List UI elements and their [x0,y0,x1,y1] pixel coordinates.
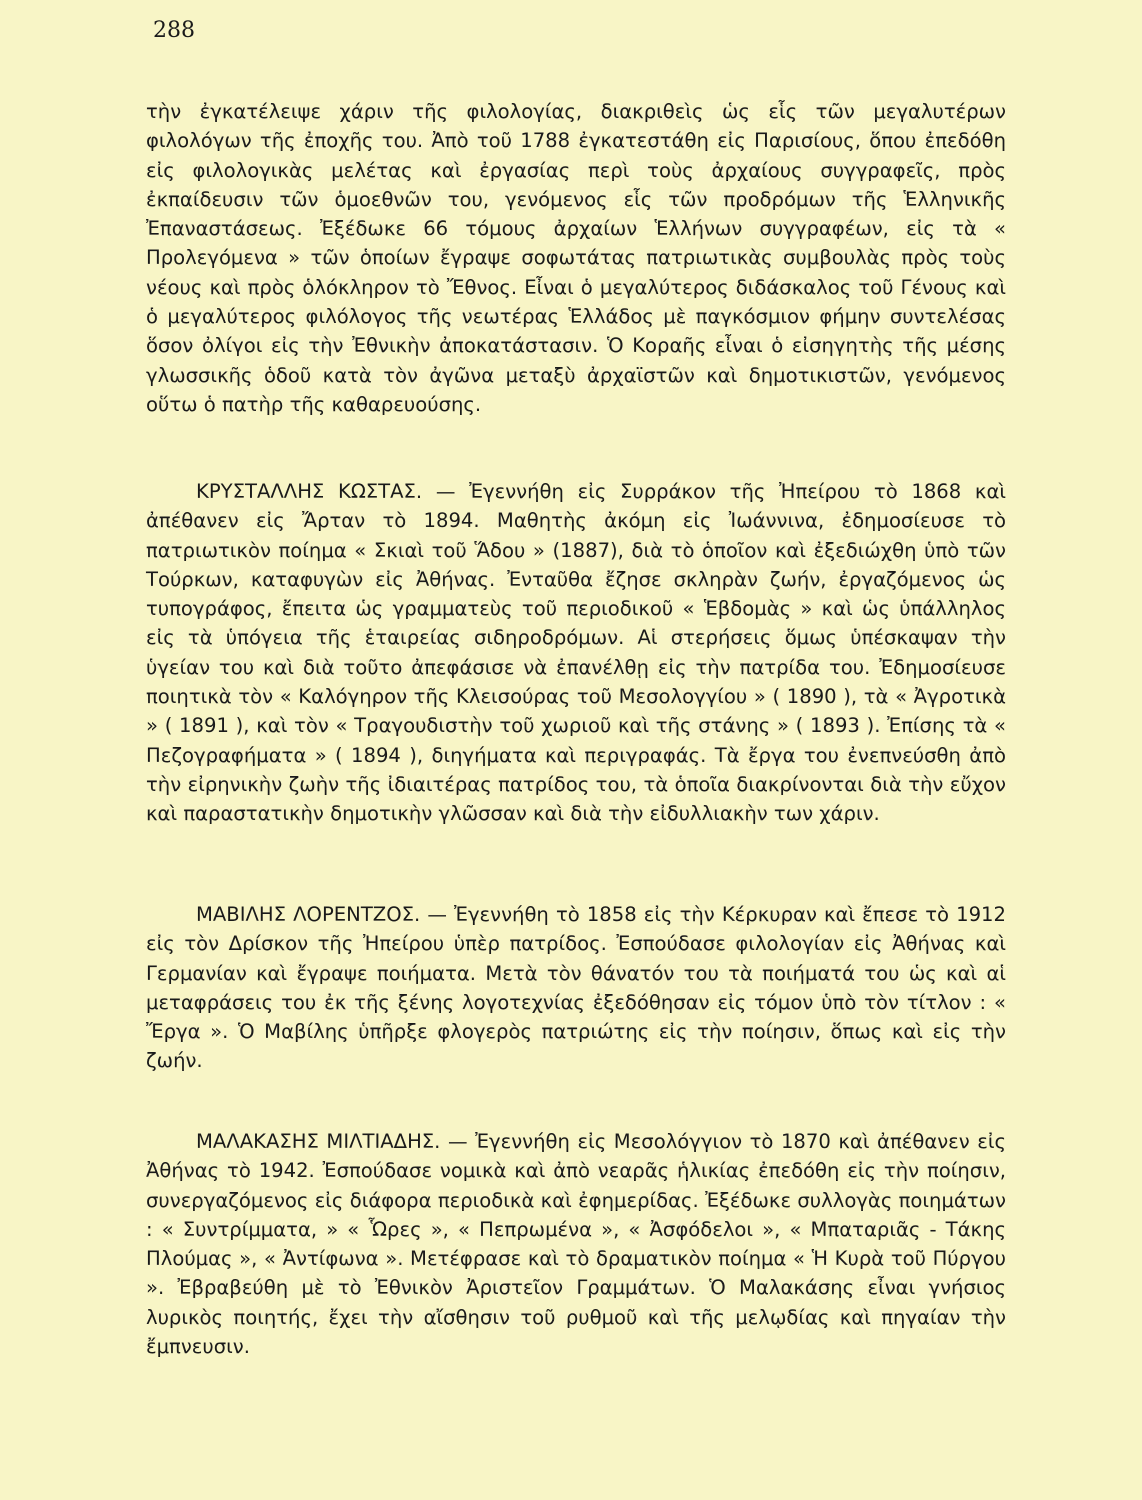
page-number: 288 [153,18,195,43]
paragraph-korais-continuation [146,97,1006,419]
paragraph-krystallis [146,477,1006,829]
paragraph-malakasis [146,1127,1006,1361]
paragraph-mavilis [146,900,1006,1076]
paragraph-text: ΚΡΥΣΤΑΛΛΗΣ ΚΩΣΤΑΣ. — Ἐγεννήθη εἰς Συρράκον τῆς Ἠπείρου τὸ 1868 καὶ ἀπέθανεν εἰς Ἄρταν τὸ 1894. Μαθητὴς ἀκόμη εἰς Ἰωάννινα, ἐδημοσίευσε τὸ πατριωτικὸν ποίημα « Σκιαὶ τοῦ Ἅδου » (1887), διὰ τὸ ὁποῖον καὶ ἐξεδιώχθη ὑπὸ τῶν Τούρκων, καταφυγὼν εἰς Ἀθήνας. Ἐνταῦθα ἔζησε σκληρὰν ζωήν, ἐργαζόμενος ὡς τυπογράφος, ἔπειτα ὡς γραμματεὺς τοῦ περιοδικοῦ « Ἑβδομὰς » καὶ ὡς ὑπάλληλος εἰς τὰ ὑπόγεια τῆς ἑταιρείας σιδηροδρόμων. Αἱ στερήσεις ὅμως ὑπέσκαψαν τὴν ὑγείαν του καὶ διὰ τοῦτο ἀπεφάσισε νὰ ἐπανέλθῃ εἰς τὴν πατρίδα του. Ἐδημοσίευσε ποιητικὰ τὸν « Καλόγηρον τῆς Κλεισούρας τοῦ Μεσολογγίου » ( 1890 ), τὰ « Ἀγροτικὰ » ( 1891 ), καὶ τὸν « Τραγουδιστὴν τοῦ χωριοῦ καὶ τῆς στάνης » ( 1893 ). Ἐπίσης τὰ « Πεζογραφήματα » ( 1894 ), διηγήματα καὶ περιγραφάς. Τὰ ἔργα του ἐνεπνεύσθη ἀπὸ τὴν εἰρηνικὴν ζωὴν τῆς ἰδιαιτέρας πατρίδος του, τὰ ὁποῖα διακρίνονται διὰ τὴν εὔχον καὶ παραστατικὴν δημοτικὴν γλῶσσαν καὶ διὰ τὴν εἰδυλλιακὴν των χάριν. [146,480,1006,826]
paragraph-text: ΜΑΒΙΛΗΣ ΛΟΡΕΝΤΖΟΣ. — Ἐγεννήθη τὸ 1858 εἰς τὴν Κέρκυραν καὶ ἔπεσε τὸ 1912 εἰς τὸν Δρίσκον τῆς Ἠπείρου ὑπὲρ πατρίδος. Ἐσπούδασε φιλολογίαν εἰς Ἀθήνας καὶ Γερμανίαν καὶ ἔγραψε ποιήματα. Μετὰ τὸν θάνατόν του τὰ ποιήματά του ὡς καὶ αἱ μεταφράσεις του ἐκ τῆς ξένης λογοτεχνίας ἐξεδόθησαν εἰς τόμον ὑπὸ τὸν τίτλον : « Ἔργα ». Ὁ Μαβίλης ὑπῆρξε φλογερὸς πατριώτης εἰς τὴν ποίησιν, ὅπως καὶ εἰς τὴν ζωήν. [146,903,1006,1073]
paragraph-text: ΜΑΛΑΚΑΣΗΣ ΜΙΛΤΙΑΔΗΣ. — Ἐγεννήθη εἰς Μεσολόγγιον τὸ 1870 καὶ ἀπέθανεν εἰς Ἀθήνας τὸ 1942. Ἐσπούδασε νομικὰ καὶ ἀπὸ νεαρᾶς ἡλικίας ἐπεδόθη εἰς τὴν ποίησιν, συνεργαζόμενος εἰς διάφορα περιοδικὰ καὶ ἐφημερίδας. Ἐξέδωκε συλλογὰς ποιημάτων : « Συντρίμματα, » « Ὧρες », « Πεπρωμένα », « Ἀσφόδελοι », « Μπαταριᾶς - Τάκης Πλούμας », « Ἀντίφωνα ». Μετέφρασε καὶ τὸ δραματικὸν ποίημα « Ἡ Κυρὰ τοῦ Πύργου ». Ἐβραβεύθη μὲ τὸ Ἐθνικὸν Ἀριστεῖον Γραμμάτων. Ὁ Μαλακάσης εἶναι γνήσιος λυρικὸς ποιητής, ἔχει τὴν αἴσθησιν τοῦ ρυθμοῦ καὶ τῆς μελῳδίας καὶ πηγαίαν τὴν ἔμπνευσιν. [146,1130,1006,1359]
paragraph-text: τὴν ἐγκατέλειψε χάριν τῆς φιλολογίας, διακριθεὶς ὡς εἷς τῶν μεγαλυτέρων φιλολόγων τῆς ἐποχῆς του. Ἀπὸ τοῦ 1788 ἐγκατεστάθη εἰς Παρισίους, ὅπου ἐπεδόθη εἰς φιλολογικὰς μελέτας καὶ ἐργασίας περὶ τοὺς ἀρχαίους συγγραφεῖς, πρὸς ἐκπαίδευσιν τῶν ὁμοεθνῶν του, γενόμενος εἷς τῶν προδρόμων τῆς Ἑλληνικῆς Ἐπαναστάσεως. Ἐξέδωκε 66 τόμους ἀρχαίων Ἑλλήνων συγγραφέων, εἰς τὰ « Προλεγόμενα » τῶν ὁποίων ἔγραψε σοφωτάτας πατριωτικὰς συμβουλὰς πρὸς τοὺς νέους καὶ πρὸς ὁλόκληρον τὸ Ἔθνος. Εἶναι ὁ μεγαλύτερος διδάσκαλος τοῦ Γένους καὶ ὁ μεγαλύτερος φιλόλογος τῆς νεωτέρας Ἑλλάδος μὲ παγκόσμιον φήμην συντελέσας ὅσον ὀλίγοι εἰς τὴν Ἐθνικὴν ἀποκατάστασιν. Ὁ Κοραῆς εἶναι ὁ εἰσηγητὴς τῆς μέσης γλωσσικῆς ὁδοῦ κατὰ τὸν ἀγῶνα μεταξὺ ἀρχαϊστῶν καὶ δημοτικιστῶν, γενόμενος οὕτω ὁ πατὴρ τῆς καθαρευούσης. [146,100,1006,416]
